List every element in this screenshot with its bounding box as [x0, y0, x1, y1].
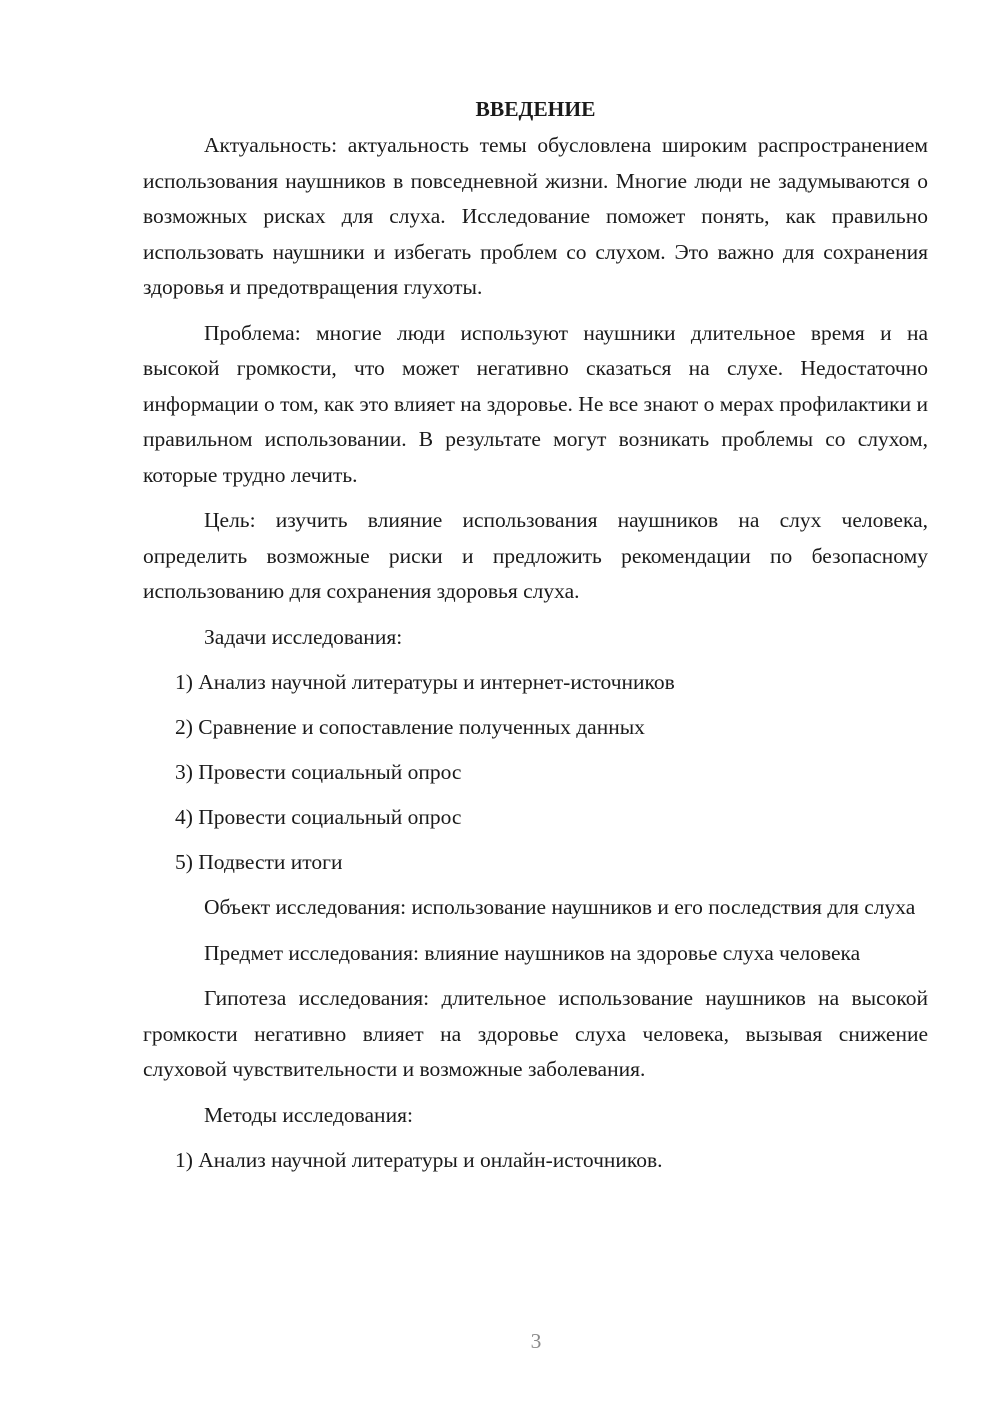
relevance-paragraph: Актуальность: актуальность темы обусловлена широким распространением использования наушников в повседневной жизни. Многие люди не задумываются о возможных рисках для слуха. Исследование поможет понять, как правильно использовать наушники и избегать проблем со слухом. Это важно для сохранения здоровья и предотвращения глухоты.	[143, 133, 928, 299]
list-item: 1) Анализ научной литературы и интернет-источников	[175, 670, 675, 694]
list-item: 2) Сравнение и сопоставление полученных данных	[175, 715, 645, 739]
methods-list	[143, 1143, 928, 1178]
list-item: 1) Анализ научной литературы и онлайн-источников.	[175, 1148, 663, 1172]
list-item: 3) Провести социальный опрос	[175, 760, 462, 784]
page-number: 3	[530, 1329, 542, 1353]
problem-paragraph: Проблема: многие люди используют наушники длительное время и на высокой громкости, что может негативно сказаться на слухе. Недостаточно информации о том, как это влияет на здоровье. Не все знают о мерах профилактики и правильном использовании. В результате могут возникать проблемы со слухом, которые трудно лечить.	[143, 320, 928, 487]
goal-paragraph: Цель: изучить влияние использования наушников на слух человека, определить возможные риски и предложить рекомендации по безопасному использованию для сохранения здоровья слуха.	[143, 508, 928, 603]
subject-paragraph: Предмет исследования: влияние наушников на здоровье слуха человека	[204, 940, 861, 965]
object-paragraph: Объект исследования: использование наушников и его последствия для слуха	[204, 895, 916, 919]
tasks-title: Задачи исследования:	[204, 624, 403, 649]
methods-title: Методы исследования:	[204, 1102, 413, 1127]
list-item: 4) Провести социальный опрос	[175, 805, 462, 829]
list-item: 5) Подвести итоги	[175, 850, 343, 874]
hypothesis-paragraph: Гипотеза исследования: длительное использование наушников на высокой громкости негативно влияет на здоровье слуха человека, вызывая снижение слуховой чувствительности и возможные заболевания.	[143, 986, 928, 1081]
page-content	[143, 92, 928, 1178]
tasks-list	[143, 665, 928, 880]
section-heading: ВВЕДЕНИЕ	[475, 97, 596, 121]
